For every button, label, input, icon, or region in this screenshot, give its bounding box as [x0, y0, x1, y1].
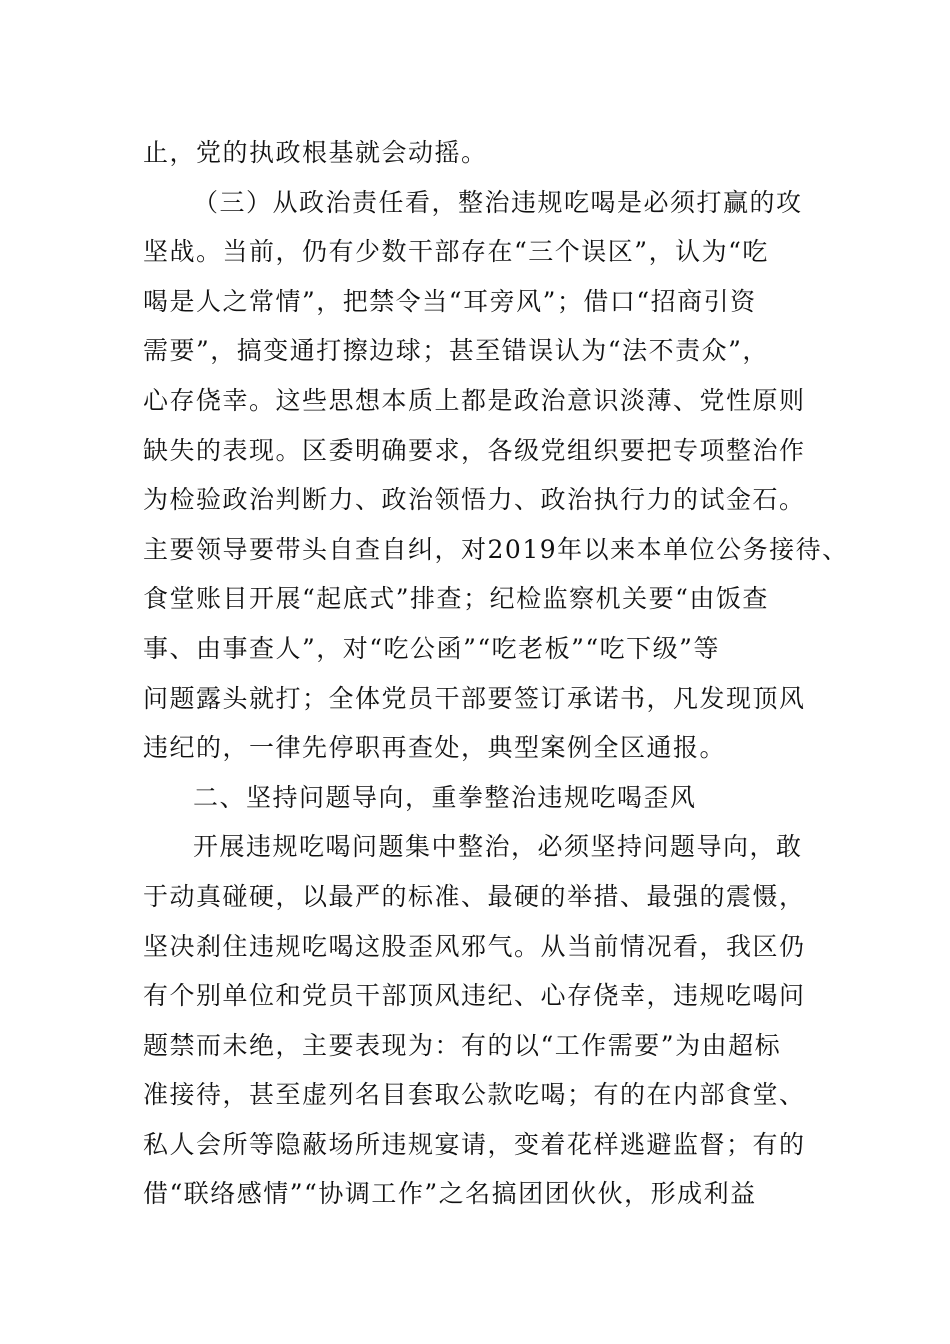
text-line: 为检验政治判断力、政治领悟力、政治执行力的试金石。 — [143, 485, 806, 515]
text-line: 事、由事查人”，对“吃公函”“吃老板”“吃下级”等 — [143, 633, 720, 663]
text-line: 准接待，甚至虚列名目套取公款吃喝；有的在内部食堂、 — [143, 1080, 806, 1110]
text-line: 坚决刹住违规吃喝这股歪风邪气。从当前情况看，我区仍 — [143, 931, 806, 961]
text-line: 于动真碰硬，以最严的标准、最硬的举措、最强的震慑， — [143, 881, 806, 911]
text-line: 坚战。当前，仍有少数干部存在“三个误区”，认为“吃 — [143, 237, 769, 267]
text-line: 食堂账目开展“起底式”排查；纪检监察机关要“由饭查 — [143, 584, 769, 614]
text-line: 问题露头就打；全体党员干部要签订承诺书，凡发现顶风 — [143, 683, 806, 713]
text-line: 私人会所等隐蔽场所违规宴请，变着花样逃避监督；有的 — [143, 1129, 806, 1159]
text-line: 题禁而未绝，主要表现为：有的以“工作需要”为由超标 — [143, 1030, 782, 1060]
text-line: 喝是人之常情”，把禁令当“耳旁风”；借口“招商引资 — [143, 286, 757, 316]
text-line: 借“联络感情”“协调工作”之名搞团团伙伙，形成利益 — [143, 1179, 757, 1209]
text-line: 心存侥幸。这些思想本质上都是政治意识淡薄、党性原则 — [143, 385, 806, 415]
text-line: 主要领导要带头自查自纠，对2019年以来本单位公务接待、 — [143, 534, 849, 564]
paragraph-start-line: （三）从政治责任看，整治违规吃喝是必须打赢的攻 — [193, 187, 803, 217]
section-heading: 二、坚持问题导向，重拳整治违规吃喝歪风 — [193, 782, 697, 812]
text-line: 违纪的，一律先停职再查处，典型案例全区通报。 — [143, 733, 727, 763]
paragraph-start-line: 开展违规吃喝问题集中整治，必须坚持问题导向，敢 — [193, 832, 803, 862]
text-line: 需要”，搞变通打擦边球；甚至错误认为“法不责众”， — [143, 336, 769, 366]
text-line: 有个别单位和党员干部顶风违纪、心存侥幸，违规吃喝问 — [143, 981, 806, 1011]
text-line: 止，党的执政根基就会动摇。 — [143, 138, 488, 167]
document-body — [143, 128, 849, 1219]
text-line: 缺失的表现。区委明确要求，各级党组织要把专项整治作 — [143, 435, 806, 465]
